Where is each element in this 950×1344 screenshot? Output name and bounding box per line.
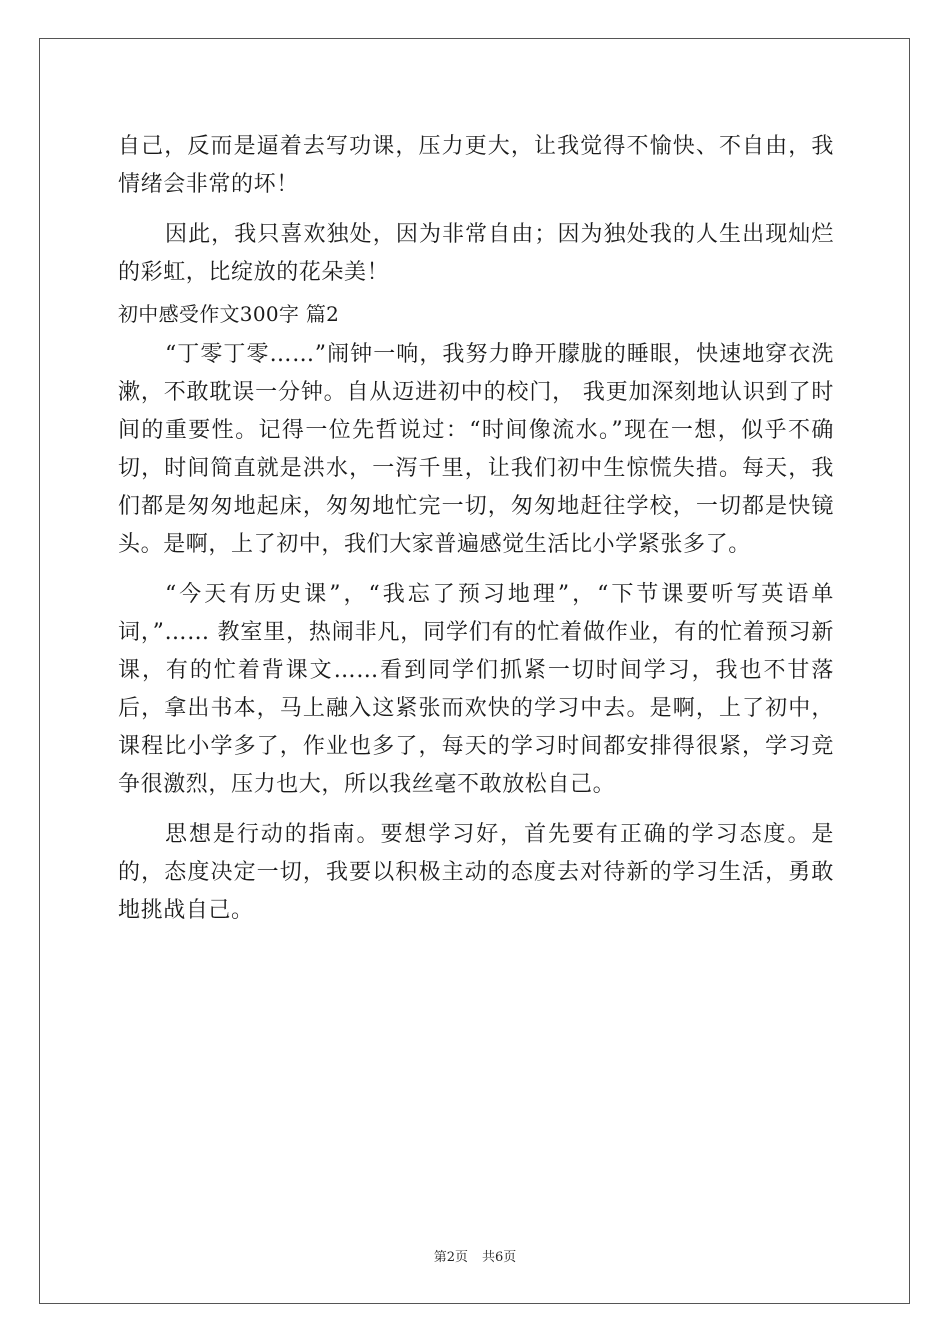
page-footer: [0, 1246, 950, 1265]
section-heading: 初中感受作文300字 篇2: [118, 302, 340, 326]
paragraph: “丁零丁零……”闹钟一响，我努力睁开朦胧的睡眼，快速地穿衣洗漱，不敢耽误一分钟。自从迈进初中的校门， 我更加深刻地认识到了时间的重要性。记得一位先哲说过：“时间像流水。”现在一想，似乎不确切，时间简直就是洪水，一泻千里，让我们初中生惊慌失措。每天，我们都是匆匆地起床，匆匆地忙完一切，匆匆地赶往学校，一切都是快镜头。是啊，上了初中，我们大家普遍感觉生活比小学紧张多了。: [118, 342, 834, 557]
paragraph-continued: 自己，反而是逼着去写功课，压力更大，让我觉得不愉快、不自由，我情绪会非常的坏！: [118, 134, 834, 197]
page-number: 第2页: [433, 1250, 468, 1265]
paragraph: 思想是行动的指南。要想学习好，首先要有正确的学习态度。是的，态度决定一切，我要以积极主动的态度去对待新的学习生活，勇敢地挑战自己。: [118, 822, 834, 923]
document-body: [118, 128, 834, 930]
paragraph: 因此，我只喜欢独处，因为非常自由；因为独处我的人生出现灿烂的彩虹，比绽放的花朵美！: [118, 222, 834, 285]
page-total: 共6页: [482, 1250, 517, 1265]
paragraph: “今天有历史课”，“我忘了预习地理”，“下节课要听写英语单词，”…… 教室里，热闹非凡，同学们有的忙着做作业，有的忙着预习新课，有的忙着背课文……看到同学们抓紧一切时间学习，我也不甘落后，拿出书本，马上融入这紧张而欢快的学习中去。是啊，上了初中，课程比小学多了，作业也多了，每天的学习时间都安排得很紧，学习竞争很激烈，压力也大，所以我丝毫不敢放松自己。: [118, 582, 834, 797]
